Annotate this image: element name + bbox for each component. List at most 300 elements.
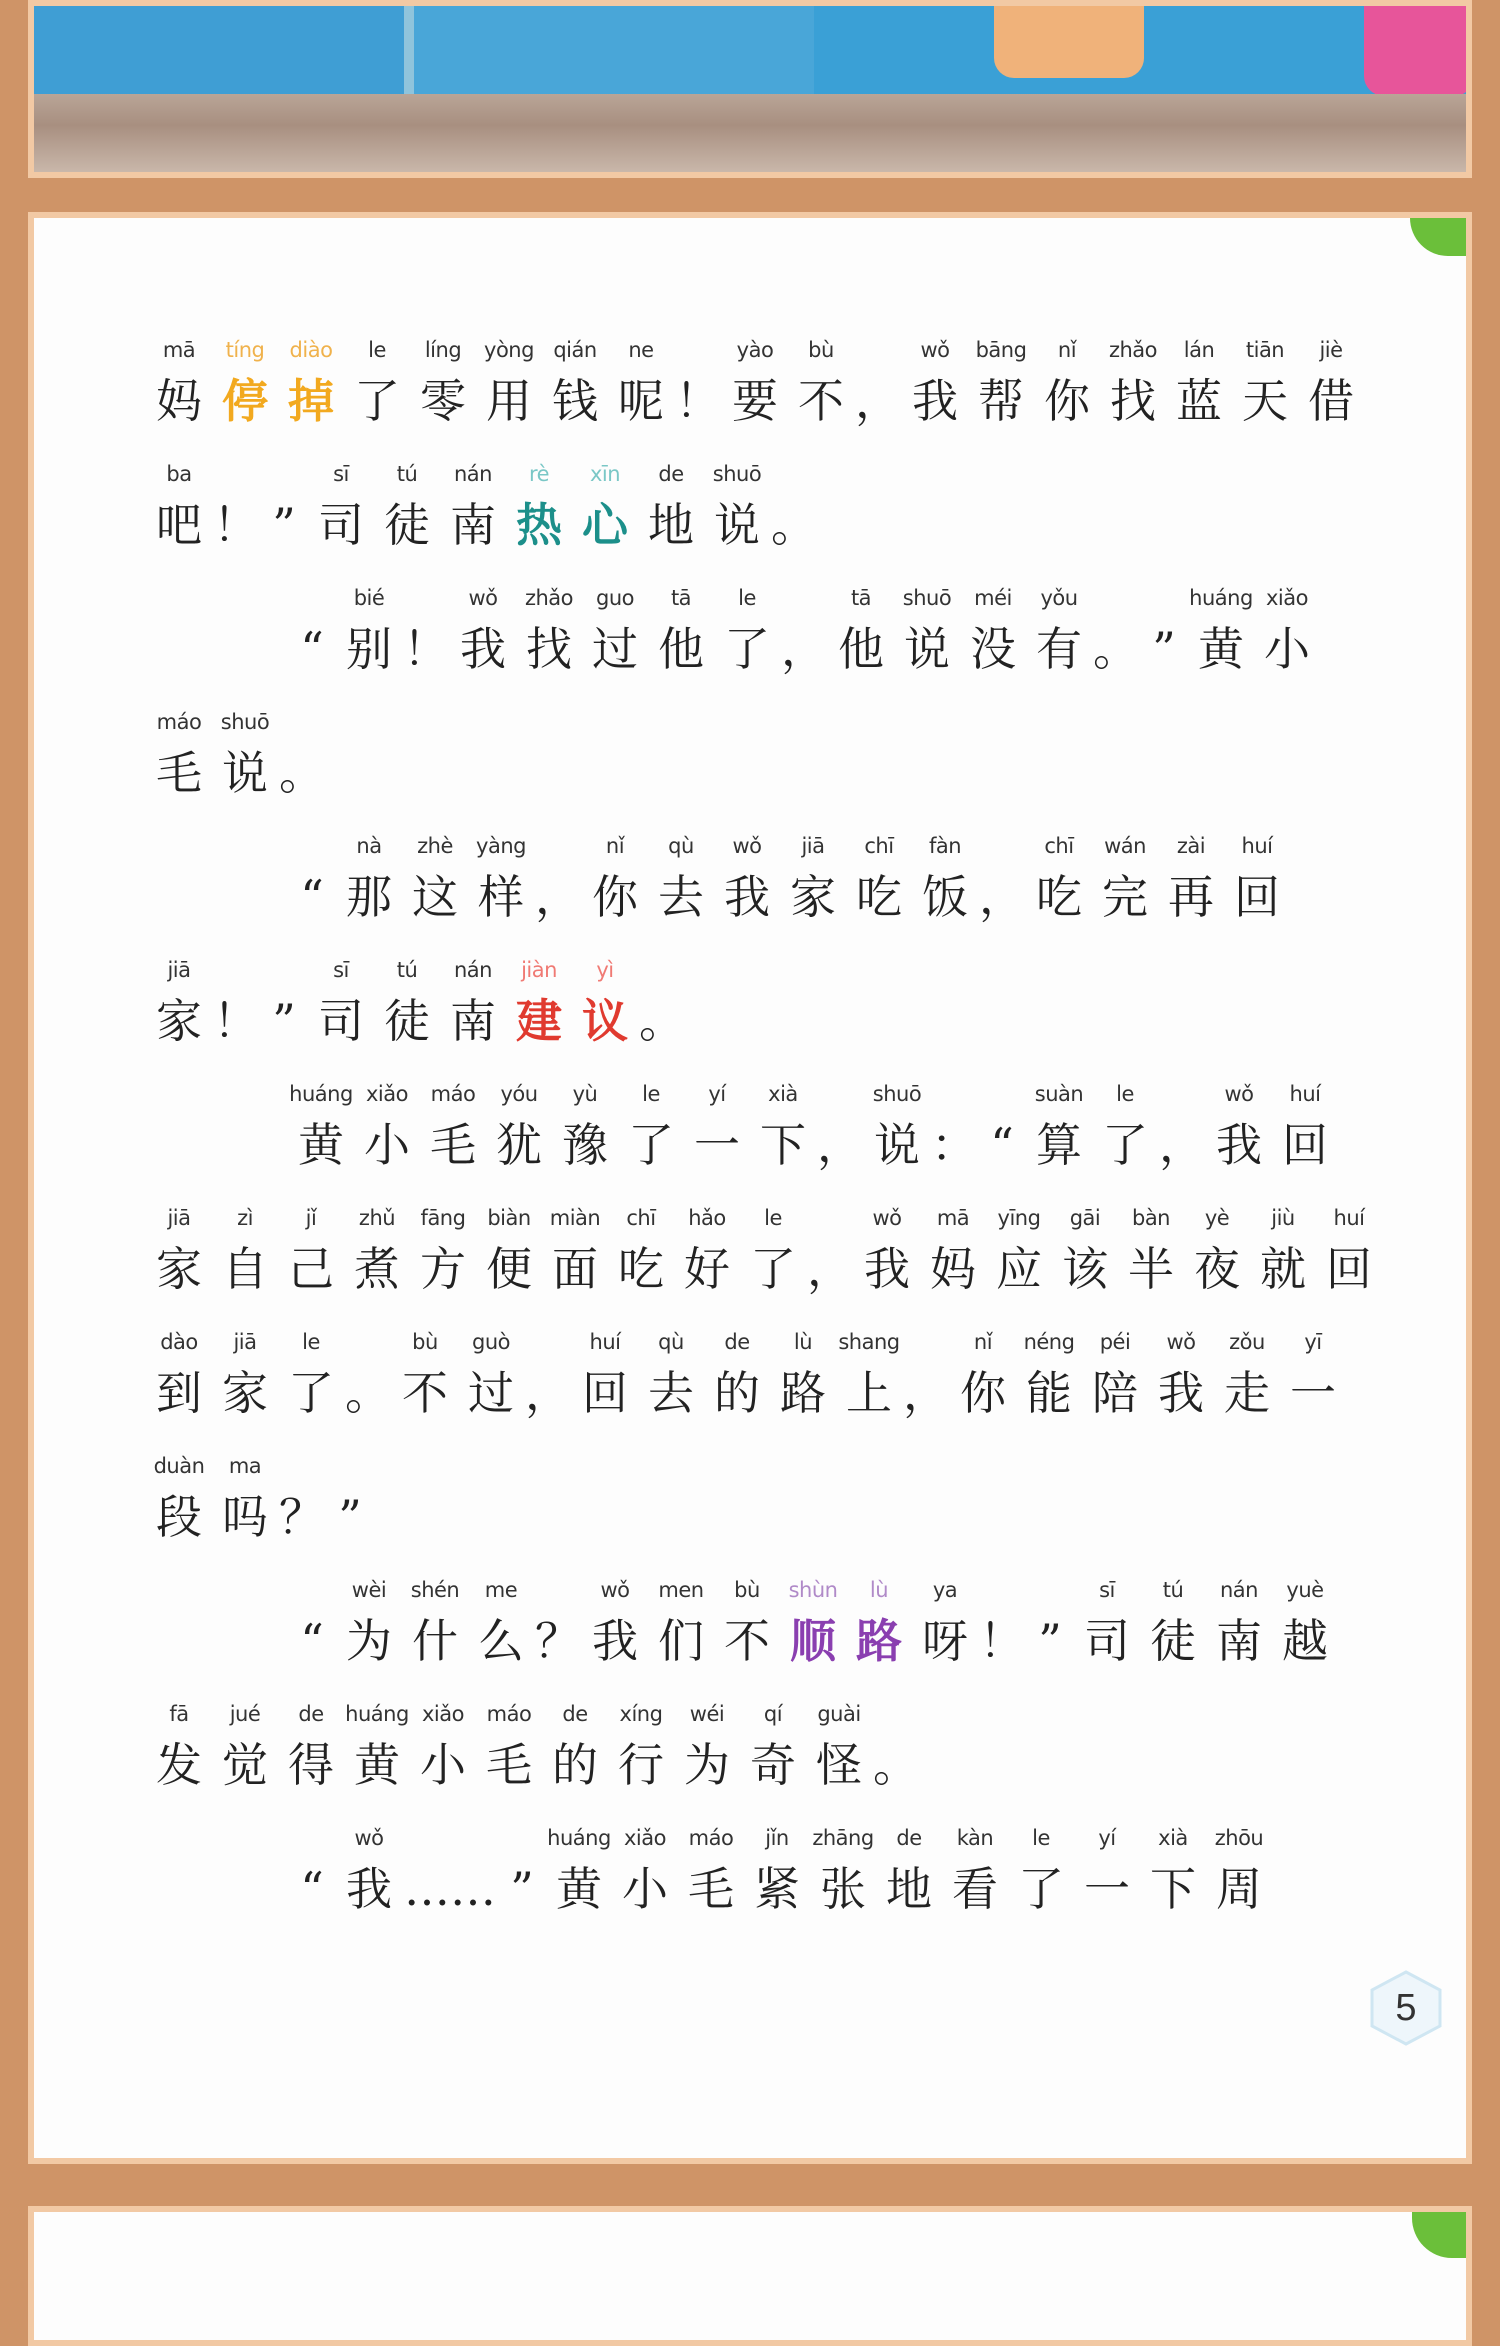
hanzi: 。 — [771, 498, 817, 552]
character-with-pinyin — [1118, 1198, 1184, 1300]
pinyin — [978, 826, 1026, 866]
pinyin: ba — [166, 462, 192, 486]
punctuation — [1158, 1074, 1206, 1176]
punctuation — [674, 330, 722, 432]
pinyin: yì — [596, 958, 614, 982]
pinyin — [260, 454, 308, 494]
character-with-pinyin — [440, 950, 506, 1052]
pinyin: zài — [1176, 834, 1206, 858]
hanzi: “ — [300, 1862, 324, 1916]
pinyin: shuō — [712, 462, 762, 486]
character-with-pinyin — [912, 826, 978, 928]
punctuation — [278, 702, 326, 804]
pinyin: tā — [850, 586, 872, 610]
pinyin: wéi — [689, 1702, 725, 1726]
pinyin: xíng — [619, 1702, 663, 1726]
text-line — [146, 1818, 1396, 1942]
hanzi: 了 — [750, 1242, 796, 1296]
punctuation — [930, 1074, 978, 1176]
hanzi: 算 — [1036, 1118, 1082, 1172]
character-with-pinyin — [684, 1074, 750, 1176]
pinyin: wèi — [351, 1578, 387, 1602]
hanzi: 不 — [402, 1366, 448, 1420]
pinyin — [278, 1446, 326, 1486]
character-with-pinyin — [336, 1570, 402, 1672]
pinyin: de — [562, 1702, 588, 1726]
punctuation — [260, 454, 308, 556]
hanzi: 过 — [592, 622, 638, 676]
pinyin: biàn — [487, 1206, 531, 1230]
hanzi: 家 — [156, 1242, 202, 1296]
character-with-pinyin — [648, 826, 714, 928]
character-with-pinyin — [1026, 578, 1092, 680]
character-with-pinyin — [608, 1198, 674, 1300]
pinyin: guài — [817, 1702, 861, 1726]
hanzi: ” — [510, 1862, 534, 1916]
pinyin: de — [896, 1826, 922, 1850]
pinyin: wǒ — [872, 1206, 902, 1230]
hanzi: 。 — [279, 746, 325, 800]
hanzi: 段 — [156, 1490, 202, 1544]
pinyin: me — [484, 1578, 518, 1602]
pinyin: sī — [333, 958, 349, 982]
pinyin: suàn — [1034, 1082, 1084, 1106]
hanzi: 回 — [582, 1366, 628, 1420]
character-with-pinyin — [278, 330, 344, 432]
pinyin — [1026, 1570, 1074, 1610]
hanzi: 吃 — [1036, 870, 1082, 924]
character-with-pinyin — [1280, 1322, 1346, 1424]
book-cover-left — [28, 0, 404, 106]
hanzi: 了 — [628, 1118, 674, 1172]
pinyin: xià — [768, 1082, 798, 1106]
pinyin: nǐ — [973, 1330, 993, 1354]
character-with-pinyin — [638, 1322, 704, 1424]
hanzi: 犹 — [496, 1118, 542, 1172]
hanzi: 完 — [1102, 870, 1148, 924]
hanzi: 。 — [345, 1366, 391, 1420]
character-with-pinyin — [1034, 330, 1100, 432]
character-with-pinyin — [704, 454, 770, 556]
pinyin — [212, 454, 260, 494]
pinyin — [498, 1818, 546, 1858]
hanzi: 黄 — [298, 1118, 344, 1172]
character-with-pinyin — [678, 1818, 744, 1920]
pinyin: bù — [734, 1578, 760, 1602]
hanzi: 妈 — [156, 374, 202, 428]
pinyin: le — [1032, 1826, 1050, 1850]
character-with-pinyin — [476, 1694, 542, 1796]
hanzi: 就 — [1260, 1242, 1306, 1296]
hanzi: ！ — [403, 622, 449, 676]
hanzi: 应 — [996, 1242, 1042, 1296]
pinyin — [534, 1570, 582, 1610]
hanzi: 停 — [222, 374, 268, 428]
hanzi: ， — [855, 374, 901, 428]
character-with-pinyin — [1214, 1322, 1280, 1424]
hanzi: 南 — [450, 498, 496, 552]
hanzi: 说 — [222, 746, 268, 800]
pinyin: shùn — [788, 1578, 838, 1602]
character-with-pinyin — [612, 1818, 678, 1920]
character-with-pinyin — [744, 1818, 810, 1920]
hanzi: 什 — [412, 1614, 458, 1668]
punctuation — [978, 1074, 1026, 1176]
hanzi: 面 — [552, 1242, 598, 1296]
punctuation — [978, 826, 1026, 928]
hanzi: 顺 — [790, 1614, 836, 1668]
hanzi: 怪 — [816, 1738, 862, 1792]
pinyin: lán — [1183, 338, 1215, 362]
character-with-pinyin — [212, 1198, 278, 1300]
hanzi: 司 — [318, 994, 364, 1048]
hanzi: 南 — [450, 994, 496, 1048]
pinyin: zhǎo — [524, 586, 574, 610]
pinyin: máo — [430, 1082, 476, 1106]
hanzi: 我 — [460, 622, 506, 676]
pinyin: xiǎo — [366, 1082, 408, 1106]
pinyin: le — [1116, 1082, 1134, 1106]
character-with-pinyin — [410, 330, 476, 432]
character-with-pinyin — [450, 578, 516, 680]
hanzi: 没 — [970, 622, 1016, 676]
hanzi: 掉 — [288, 374, 334, 428]
character-with-pinyin — [648, 578, 714, 680]
character-with-pinyin — [572, 950, 638, 1052]
pinyin — [902, 1322, 950, 1362]
pinyin: rè — [528, 462, 550, 486]
character-with-pinyin — [146, 702, 212, 804]
pinyin: shuō — [902, 586, 952, 610]
hanzi: 小 — [622, 1862, 668, 1916]
hanzi: 我 — [1158, 1366, 1204, 1420]
character-with-pinyin — [146, 950, 212, 1052]
pinyin: líng — [424, 338, 462, 362]
character-with-pinyin — [864, 1074, 930, 1176]
character-with-pinyin — [1026, 1074, 1092, 1176]
hanzi: 发 — [156, 1738, 202, 1792]
character-with-pinyin — [1188, 578, 1254, 680]
pinyin: qián — [553, 338, 597, 362]
hanzi: 为 — [346, 1614, 392, 1668]
pinyin: yuè — [1286, 1578, 1324, 1602]
character-with-pinyin — [278, 1322, 344, 1424]
hanzi: 去 — [658, 870, 704, 924]
pinyin: kàn — [956, 1826, 994, 1850]
pinyin: tíng — [225, 338, 265, 362]
character-with-pinyin — [146, 454, 212, 556]
pinyin — [1140, 578, 1188, 618]
character-with-pinyin — [476, 1198, 542, 1300]
character-with-pinyin — [552, 1074, 618, 1176]
hanzi: 为 — [684, 1738, 730, 1792]
pinyin: tiān — [1245, 338, 1285, 362]
character-with-pinyin — [1140, 1818, 1206, 1920]
character-with-pinyin — [146, 1446, 212, 1548]
pinyin: bù — [412, 1330, 438, 1354]
character-with-pinyin — [638, 454, 704, 556]
hanzi: ， — [817, 1118, 863, 1172]
pinyin: xīn — [589, 462, 621, 486]
pinyin: huáng — [1189, 586, 1253, 610]
character-with-pinyin — [506, 454, 572, 556]
hanzi: 黄 — [556, 1862, 602, 1916]
pinyin: qí — [763, 1702, 783, 1726]
hanzi: 有 — [1036, 622, 1082, 676]
hanzi: 豫 — [562, 1118, 608, 1172]
pinyin: nǐ — [605, 834, 625, 858]
hanzi: ， — [535, 870, 581, 924]
pinyin: fàn — [928, 834, 962, 858]
character-with-pinyin — [1140, 1570, 1206, 1672]
hanzi: “ — [300, 870, 324, 924]
pinyin: yóu — [500, 1082, 538, 1106]
character-with-pinyin — [1206, 1818, 1272, 1920]
hanzi: 一 — [694, 1118, 740, 1172]
text-line — [146, 330, 1396, 454]
hanzi: 夜 — [1194, 1242, 1240, 1296]
hanzi: 呀 — [922, 1614, 968, 1668]
hanzi: 找 — [1110, 374, 1156, 428]
pinyin: wǒ — [354, 1826, 384, 1850]
story-text — [146, 330, 1396, 1942]
pinyin: de — [724, 1330, 750, 1354]
punctuation — [288, 1818, 336, 1920]
pinyin — [288, 826, 336, 866]
hanzi: 不 — [798, 374, 844, 428]
punctuation — [288, 826, 336, 928]
hanzi: 路 — [780, 1366, 826, 1420]
pinyin — [770, 454, 818, 494]
punctuation — [770, 454, 818, 556]
character-with-pinyin — [212, 1446, 278, 1548]
hanzi: 他 — [838, 622, 884, 676]
leaf-decoration — [1412, 2212, 1466, 2258]
hanzi: “ — [990, 1118, 1014, 1172]
pinyin — [978, 1074, 1026, 1114]
pinyin: jiè — [1319, 338, 1343, 362]
pinyin: tā — [670, 586, 692, 610]
hanzi: 毛 — [486, 1738, 532, 1792]
hanzi: 周 — [1216, 1862, 1262, 1916]
pinyin: wǒ — [920, 338, 950, 362]
character-with-pinyin — [1184, 1198, 1250, 1300]
character-with-pinyin — [1092, 1074, 1158, 1176]
character-with-pinyin — [582, 578, 648, 680]
hanzi: 回 — [1326, 1242, 1372, 1296]
pinyin: qù — [658, 1330, 684, 1354]
hanzi: 小 — [1264, 622, 1310, 676]
leaf-decoration — [1410, 218, 1466, 256]
pinyin — [1158, 1074, 1206, 1114]
hanzi: 别 — [346, 622, 392, 676]
hanzi: 去 — [648, 1366, 694, 1420]
character-with-pinyin — [722, 330, 788, 432]
character-with-pinyin — [618, 1074, 684, 1176]
character-with-pinyin — [1254, 578, 1320, 680]
hanzi: 不 — [724, 1614, 770, 1668]
hanzi: 吗 — [222, 1490, 268, 1544]
hanzi: 家 — [156, 994, 202, 1048]
pinyin: huí — [1333, 1206, 1365, 1230]
hanzi: 下 — [1150, 1862, 1196, 1916]
hanzi: 毛 — [430, 1118, 476, 1172]
pinyin: zhǎo — [1108, 338, 1158, 362]
text-line — [146, 1074, 1396, 1198]
punctuation — [288, 578, 336, 680]
hanzi: 说 — [714, 498, 760, 552]
punctuation — [344, 1322, 392, 1424]
pinyin — [854, 330, 902, 370]
hanzi: 司 — [1084, 1614, 1130, 1668]
character-with-pinyin — [486, 1074, 552, 1176]
pinyin: wǒ — [1224, 1082, 1254, 1106]
character-with-pinyin — [1074, 1818, 1140, 1920]
pinyin: sī — [333, 462, 349, 486]
hanzi: ， — [979, 870, 1025, 924]
character-with-pinyin — [1272, 1074, 1338, 1176]
hanzi: ” — [272, 498, 296, 552]
hanzi: 回 — [1282, 1118, 1328, 1172]
pinyin: máo — [688, 1826, 734, 1850]
pinyin: wǒ — [1166, 1330, 1196, 1354]
hanzi: 了 — [1102, 1118, 1148, 1172]
hanzi: ！ — [213, 498, 259, 552]
pinyin: xiǎo — [624, 1826, 666, 1850]
hanzi: ， — [807, 1242, 853, 1296]
punctuation — [288, 1570, 336, 1672]
character-with-pinyin — [542, 330, 608, 432]
character-with-pinyin — [410, 1694, 476, 1796]
character-with-pinyin — [278, 1694, 344, 1796]
character-with-pinyin — [582, 1570, 648, 1672]
pinyin — [930, 1074, 978, 1114]
character-with-pinyin — [374, 454, 440, 556]
pinyin — [524, 1322, 572, 1362]
character-with-pinyin — [1250, 1198, 1316, 1300]
hanzi: 我 — [346, 1862, 392, 1916]
hanzi: 路 — [856, 1614, 902, 1668]
punctuation — [534, 826, 582, 928]
character-with-pinyin — [780, 826, 846, 928]
character-with-pinyin — [1298, 330, 1364, 432]
character-with-pinyin — [674, 1198, 740, 1300]
hanzi: 觉 — [222, 1738, 268, 1792]
punctuation — [638, 950, 686, 1052]
pinyin: bāng — [975, 338, 1027, 362]
character-with-pinyin — [1166, 330, 1232, 432]
pinyin: zhǔ — [358, 1206, 396, 1230]
hanzi: ？ — [535, 1614, 581, 1668]
hanzi: 到 — [156, 1366, 202, 1420]
pinyin: yè — [1204, 1206, 1230, 1230]
hanzi: 的 — [714, 1366, 760, 1420]
character-with-pinyin — [1206, 1570, 1272, 1672]
character-with-pinyin — [212, 1322, 278, 1424]
hanzi: 该 — [1062, 1242, 1108, 1296]
character-with-pinyin — [1224, 826, 1290, 928]
character-with-pinyin — [212, 702, 278, 804]
pinyin — [872, 1694, 920, 1734]
character-with-pinyin — [714, 826, 780, 928]
pinyin: wǒ — [732, 834, 762, 858]
hanzi: ” — [338, 1490, 362, 1544]
hanzi: 饭 — [922, 870, 968, 924]
hanzi: 了 — [288, 1366, 334, 1420]
punctuation — [902, 1322, 950, 1424]
hanzi: 么 — [478, 1614, 524, 1668]
pinyin: nǐ — [1057, 338, 1077, 362]
punctuation — [534, 1570, 582, 1672]
character-with-pinyin — [714, 1570, 780, 1672]
pinyin: nà — [356, 834, 382, 858]
pinyin: jǐn — [765, 1826, 789, 1850]
pinyin — [288, 1818, 336, 1858]
pinyin: guò — [472, 1330, 510, 1354]
punctuation — [978, 1570, 1026, 1672]
hanzi: 一 — [1084, 1862, 1130, 1916]
hanzi: 得 — [288, 1738, 334, 1792]
pinyin: shuō — [872, 1082, 922, 1106]
pinyin: shén — [410, 1578, 460, 1602]
next-page-preview — [28, 2206, 1472, 2346]
pinyin: huí — [1241, 834, 1273, 858]
character-with-pinyin — [344, 1694, 410, 1796]
punctuation — [816, 1074, 864, 1176]
pinyin: le — [764, 1206, 782, 1230]
pinyin — [326, 1446, 374, 1486]
pinyin: máo — [486, 1702, 532, 1726]
character-with-pinyin — [750, 1074, 816, 1176]
hanzi: 样 — [478, 870, 524, 924]
character-with-pinyin — [336, 826, 402, 928]
punctuation — [212, 454, 260, 556]
pinyin: méi — [974, 586, 1012, 610]
punctuation — [212, 950, 260, 1052]
character-with-pinyin — [846, 826, 912, 928]
hanzi: 吧 — [156, 498, 202, 552]
hanzi: 南 — [1216, 1614, 1262, 1668]
pinyin: chī — [626, 1206, 656, 1230]
pinyin: jiā — [801, 834, 825, 858]
pinyin: chī — [1044, 834, 1074, 858]
text-line — [146, 1198, 1396, 1322]
hanzi: 说 — [874, 1118, 920, 1172]
hanzi: 妈 — [930, 1242, 976, 1296]
page-number-badge — [1364, 1966, 1448, 2050]
hanzi: 己 — [288, 1242, 334, 1296]
hanzi: 说 — [904, 622, 950, 676]
hanzi: 议 — [582, 994, 628, 1048]
hanzi: 徒 — [1150, 1614, 1196, 1668]
hanzi: 帮 — [978, 374, 1024, 428]
hanzi: 回 — [1234, 870, 1280, 924]
pinyin: qù — [668, 834, 694, 858]
hanzi: 钱 — [552, 374, 598, 428]
hanzi: 你 — [960, 1366, 1006, 1420]
character-with-pinyin — [1074, 1570, 1140, 1672]
pinyin: ne — [628, 338, 654, 362]
character-with-pinyin — [468, 826, 534, 928]
pinyin: lù — [793, 1330, 813, 1354]
character-with-pinyin — [146, 330, 212, 432]
cartoon-figure-pink — [1364, 0, 1472, 96]
hanzi: 我 — [592, 1614, 638, 1668]
hanzi: 吃 — [618, 1242, 664, 1296]
hanzi: 建 — [516, 994, 562, 1048]
pinyin — [288, 578, 336, 618]
cartoon-figure — [994, 0, 1144, 78]
